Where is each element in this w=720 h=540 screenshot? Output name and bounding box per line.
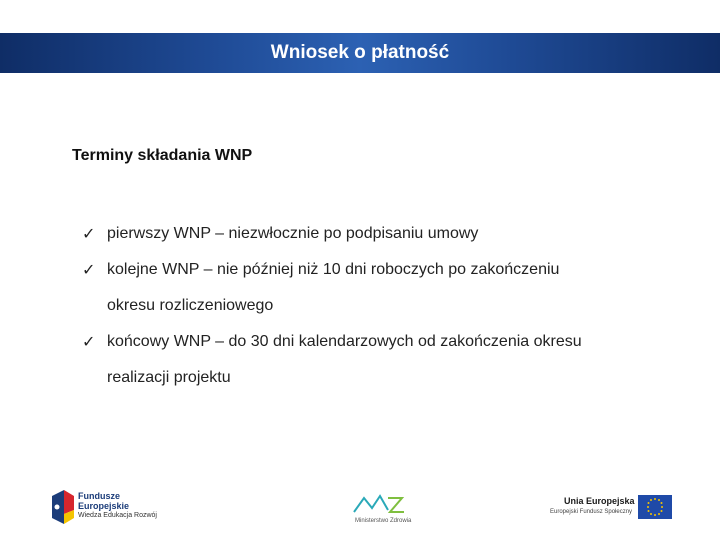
fe-line1: Fundusze xyxy=(78,491,120,501)
ue-subtitle: Europejski Fundusz Społeczny xyxy=(550,509,633,515)
checkmark-icon: ✓ xyxy=(82,224,96,243)
bullet-text: kolejne WNP – nie później niż 10 dni roboczych po zakończeniu xyxy=(107,261,560,278)
bullet-list xyxy=(72,216,682,396)
checkmark-icon: ✓ xyxy=(82,260,96,279)
bullet-item xyxy=(72,216,682,252)
bullet-item xyxy=(72,252,682,324)
slide-title: Wniosek o płatność xyxy=(270,42,450,63)
fundusze-europejskie-logo xyxy=(50,488,170,530)
bullet-text: pierwszy WNP – niezwłocznie po podpisaniu umowy xyxy=(107,225,479,242)
section-heading: Terminy składania WNP xyxy=(72,147,253,164)
bullet-text-continuation: realizacji projektu xyxy=(107,369,231,386)
eu-flag-icon xyxy=(638,495,672,519)
slide-header-bar xyxy=(0,33,720,73)
checkmark-icon: ✓ xyxy=(82,332,96,351)
bullet-item xyxy=(72,324,682,396)
bullet-text-continuation: okresu rozliczeniowego xyxy=(107,297,274,314)
unia-europejska-logo xyxy=(548,494,673,524)
bullet-text: końcowy WNP – do 30 dni kalendarzowych od zakończenia okresu xyxy=(107,333,582,350)
fe-line3: Wiedza Edukacja Rozwój xyxy=(78,512,157,519)
fe-line2: Europejskie xyxy=(78,501,130,511)
ministerstwo-zdrowia-logo xyxy=(350,492,420,530)
mz-caption: Ministerstwo Zdrowia xyxy=(355,518,412,524)
mz-emblem-icon xyxy=(350,492,410,516)
fe-star-icon xyxy=(50,488,76,526)
ue-title: Unia Europejska xyxy=(564,496,635,506)
